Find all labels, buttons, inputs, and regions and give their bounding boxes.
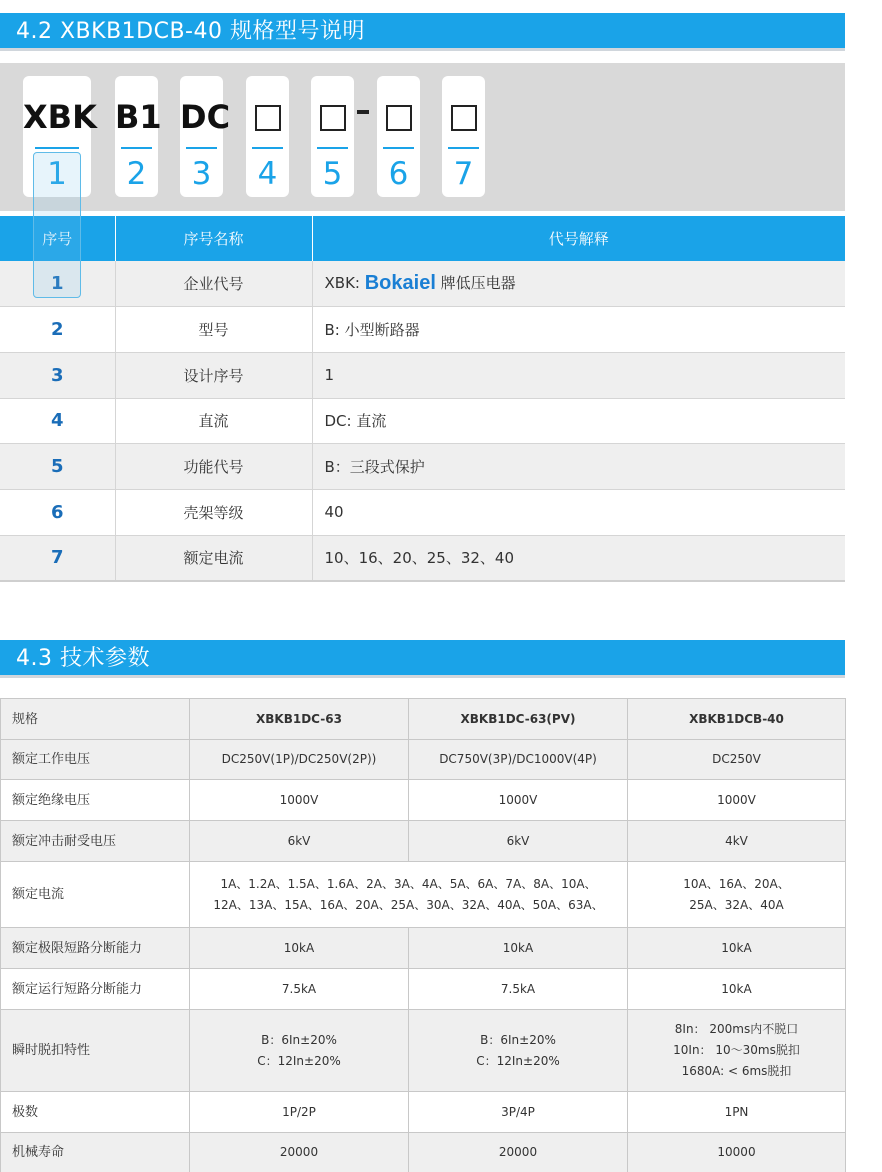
code-num-2: 2 bbox=[126, 156, 147, 192]
tech-header-row: 规格 XBKB1DC-63 XBKB1DC-63(PV) XBKB1DCB-40 bbox=[1, 699, 846, 740]
table-row: 瞬时脱扣特性 B：6In±20% C：12In±20% B：6In±20% C：12In±20% 8In： 200ms内不脱口 10In： 10～30ms脱扣 1680A: < 6ms脱扣 bbox=[1, 1010, 846, 1092]
header-no: 序号 bbox=[0, 216, 115, 261]
table-row: 额定冲击耐受电压 6kV 6kV 4kV bbox=[1, 821, 846, 862]
code-num-6: 6 bbox=[388, 156, 409, 192]
table-row: 1 企业代号 XBK: Bokaiel 牌低压电器 bbox=[0, 261, 845, 307]
code-box-5 bbox=[311, 76, 354, 197]
blank-square-6 bbox=[386, 105, 412, 131]
section-4-2-title: 4.2 XBKB1DCB-40 规格型号说明 bbox=[0, 13, 845, 51]
code-box-3 bbox=[180, 76, 231, 197]
brand-logo: Bokaiel bbox=[364, 272, 436, 295]
highlight-frame bbox=[33, 152, 81, 298]
header-explain: 代号解释 bbox=[312, 216, 845, 261]
table-row: 额定电流 1A、1.2A、1.5A、1.6A、2A、3A、4A、5A、6A、7A、8A、10A、 12A、13A、15A、16A、20A、25A、30A、32A、40A、50A、63A、 10A、16A、20A、 25A、32A、40A bbox=[1, 862, 846, 928]
code-box-7 bbox=[442, 76, 485, 197]
code-dash bbox=[357, 110, 369, 114]
code-box-2 bbox=[115, 76, 162, 197]
code-box-4 bbox=[246, 76, 289, 197]
code-num-5: 5 bbox=[322, 156, 343, 192]
tech-params-table bbox=[0, 698, 846, 1172]
code-text-3: DC bbox=[180, 98, 231, 136]
model-code-diagram bbox=[0, 63, 845, 211]
table-row: 5 功能代号 B：三段式保护 bbox=[0, 444, 845, 490]
spec-code-table bbox=[0, 216, 845, 582]
header-name: 序号名称 bbox=[115, 216, 312, 261]
table-row: 极数 1P/2P 3P/4P 1PN bbox=[1, 1092, 846, 1133]
table-header-row bbox=[0, 216, 845, 261]
code-text-2: B1 bbox=[115, 98, 162, 136]
table-row: 6 壳架等级 40 bbox=[0, 489, 845, 535]
table-row: 额定绝缘电压 1000V 1000V 1000V bbox=[1, 780, 846, 821]
table-row: 4 直流 DC: 直流 bbox=[0, 398, 845, 444]
blank-square-7 bbox=[451, 105, 477, 131]
table-row: 3 设计序号 1 bbox=[0, 352, 845, 398]
table-row: 额定极限短路分断能力 10kA 10kA 10kA bbox=[1, 928, 846, 969]
table-row: 额定工作电压 DC250V(1P)/DC250V(2P)) DC750V(3P)/DC1000V(4P) DC250V bbox=[1, 740, 846, 780]
code-num-4: 4 bbox=[257, 156, 278, 192]
table-row: 额定运行短路分断能力 7.5kA 7.5kA 10kA bbox=[1, 969, 846, 1010]
blank-square-5 bbox=[320, 105, 346, 131]
table-row: 7 额定电流 10、16、20、25、32、40 bbox=[0, 535, 845, 581]
code-text-1: XBK bbox=[23, 98, 97, 136]
section-4-3-title: 4.3 技术参数 bbox=[0, 640, 845, 678]
table-row: 机械寿命 20000 20000 10000 bbox=[1, 1133, 846, 1172]
code-num-1: 1 bbox=[47, 156, 67, 192]
blank-square-4 bbox=[255, 105, 281, 131]
code-num-3: 3 bbox=[191, 156, 212, 192]
table-row: 2 型号 B: 小型断路器 bbox=[0, 307, 845, 353]
code-box-6 bbox=[377, 76, 420, 197]
code-num-7: 7 bbox=[453, 156, 474, 192]
